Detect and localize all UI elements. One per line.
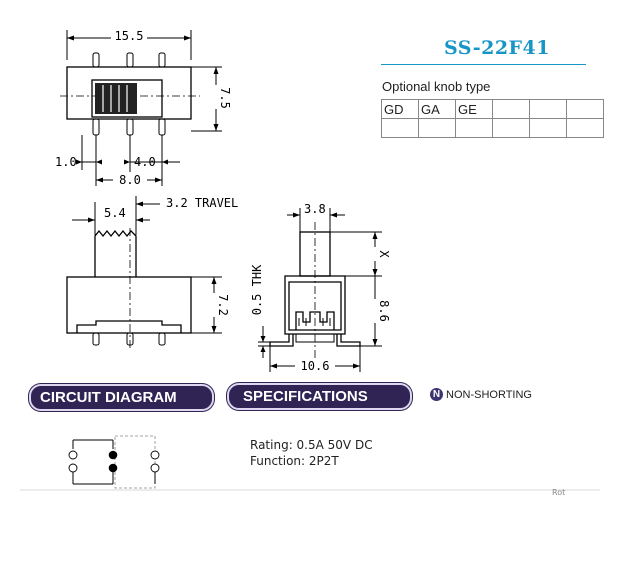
table-row — [382, 119, 604, 138]
dim-side-width: 10.6 — [300, 359, 330, 373]
non-shorting-badge — [430, 388, 532, 401]
dim-side-thk: 0.5 THK — [250, 264, 264, 316]
knob-cell: GA — [419, 100, 456, 119]
specifications-text — [250, 437, 373, 469]
knob-cell: GD — [382, 100, 419, 119]
dim-top-height: 7.5 — [218, 87, 232, 109]
top-view — [55, 29, 232, 187]
knob-cell — [493, 100, 530, 119]
circuit-diagram — [69, 436, 159, 488]
title-rule — [381, 64, 586, 65]
knob-cell — [530, 100, 567, 119]
knob-type-label: Optional knob type — [382, 79, 491, 94]
knob-cell — [419, 119, 456, 138]
model-title: SS-22F41 — [444, 37, 550, 59]
knob-cell — [456, 119, 493, 138]
table-row — [382, 100, 604, 119]
function-text: Function: 2P2T — [250, 454, 339, 468]
knob-type-table — [381, 99, 604, 138]
circuit-diagram-label: CIRCUIT DIAGRAM — [40, 389, 177, 406]
dim-side-height: 8.6 — [377, 300, 391, 322]
dim-pin-span: 8.0 — [119, 173, 141, 187]
non-shorting-icon: N — [430, 388, 443, 401]
dim-body-height: 7.2 — [216, 294, 230, 316]
specifications-label: SPECIFICATIONS — [243, 388, 368, 405]
dim-knob-width: 5.4 — [104, 206, 126, 220]
knob-cell: GE — [456, 100, 493, 119]
dim-side-x: X — [377, 250, 391, 258]
specifications-header — [227, 383, 412, 410]
knob-cell — [530, 119, 567, 138]
dim-travel: 3.2 TRAVEL — [166, 196, 239, 210]
front-view — [67, 196, 238, 350]
dim-pin-left: 1.0 — [55, 155, 77, 169]
knob-cell — [382, 119, 419, 138]
knob-cell — [567, 100, 604, 119]
circuit-diagram-header — [29, 384, 214, 411]
knob-cell — [567, 119, 604, 138]
dim-pin-pitch: 4.0 — [134, 155, 156, 169]
non-shorting-label: NON-SHORTING — [446, 388, 532, 401]
knob-cell — [493, 119, 530, 138]
rating-text: Rating: 0.5A 50V DC — [250, 438, 373, 452]
dim-side-knob: 3.8 — [304, 202, 326, 216]
footer-faint-text: Rot — [552, 488, 566, 497]
dim-top-width: 15.5 — [114, 29, 144, 43]
side-view — [250, 202, 391, 373]
